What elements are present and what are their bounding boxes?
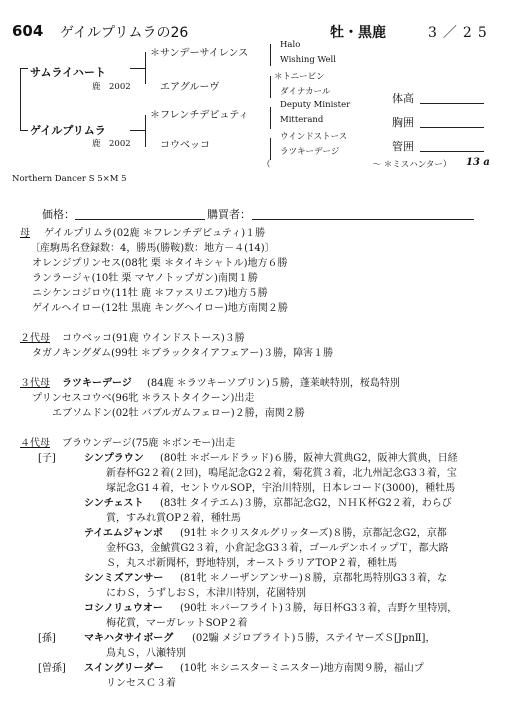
tree-line-3	[130, 68, 145, 69]
cannon-label: 管囲	[392, 140, 414, 153]
tree-bracket-3	[145, 115, 146, 147]
s1-line-4: ランラージャ(10牡 栗 マヤノトップガン)南関１勝	[32, 273, 258, 284]
tree-bracket-6	[270, 107, 271, 129]
s2-line-2: タガノキングダム(99牡 ＊ブラックタイアフェアー)３勝，障害１勝	[32, 348, 334, 359]
s4-child-1-name: シンプラウン	[84, 453, 144, 464]
s4-child-3-l2: 金杯G3，金鯱賞G2３着，小倉記念G3３着，ゴールデンホイップＴ，都大路	[106, 543, 449, 554]
buyer-label: 購買者：	[207, 208, 251, 221]
s4-child-3-l1: (91牡 ＊クリスタルグリッターズ)８勝，京都記念G2，京都	[180, 528, 447, 539]
s4-child-1-l2: 新春杯G2２着(２回)，鳴尾記念G2２着，菊花賞３着，北九州記念G3３着，宝	[106, 468, 457, 479]
chest-blank	[420, 127, 484, 128]
sire-dam: エアグルーヴ	[160, 82, 220, 93]
s1-line-2: 〔産駒馬名登録数：4，勝馬(勝鞍)数：地方－４(14)〕	[30, 243, 275, 254]
s4-child-3-name: テイエムジャンボ	[84, 528, 163, 539]
extra-family: 13 a	[466, 157, 490, 168]
s1-line-5: ニシケンコジロウ(11牡 鹿 ＊ファスリエフ)地方５勝	[32, 288, 268, 299]
section2-label: ２代母	[20, 333, 50, 344]
section4-label: ４代母	[20, 438, 50, 449]
s3-line-2: エブソムドン(02牡 バブルガムフェロー)２勝，南関２勝	[52, 408, 305, 419]
price-blank	[75, 219, 205, 220]
s4-child-1-l1: (80牡 ＊ボールドラッド)６勝，阪神大賞典G2，阪神大賞典，日経	[160, 453, 458, 464]
s4-child-1-l3: 塚記念G1４着，セントウルSOP，宇治川特別，日本レコード(3000)，種牡馬	[106, 483, 456, 494]
buyer-blank	[252, 219, 474, 220]
s4-child-2-l2: 賞，すみれ賞OP２着，種牡馬	[106, 513, 241, 524]
s4-child-tag: [子]	[38, 453, 56, 464]
s4-great-name: スイングリーダー	[84, 663, 164, 674]
dam-info: 鹿 2002	[92, 139, 131, 149]
s4-child-3-l3: Ｓ，丸スポ新聞杯，野地特別，オーストラリアTOP２着，種牡馬	[106, 558, 398, 569]
tree-bracket-4	[270, 44, 271, 66]
g3-6: Mitterand	[280, 115, 324, 125]
dam-name: ゲイルプリムラ	[30, 124, 106, 137]
s4-child-4-name: シンミズアンサー	[84, 573, 164, 584]
s4-great-tag: [曽孫]	[38, 663, 66, 674]
s4-child-5-l2: 梅花賞，マーガレットSOP２着	[106, 618, 248, 629]
chest-label: 胸囲	[392, 116, 414, 129]
s4-head: ブラウンデージ(75鹿 ＊ボンモー)出走	[62, 438, 236, 449]
height-blank	[420, 103, 484, 104]
price-label: 価格：	[42, 208, 75, 221]
birth-date: 3／25	[428, 25, 493, 41]
s4-great-l2: リンセスＣ３着	[106, 678, 176, 689]
g3-2: Wishing Well	[280, 55, 336, 65]
s3-line-1: プリンセスコウベ(96牝 ＊ラストタイクーン)出走	[32, 393, 255, 404]
tree-line-1	[20, 68, 28, 69]
s2-line-1: コウベッコ(91鹿 ウインドストース)３勝	[62, 333, 245, 344]
sire-name: サムライハート	[30, 66, 106, 79]
g3-3: ＊トニービン	[274, 72, 325, 82]
g3-1: Halo	[280, 40, 301, 50]
s4-grand-l2: 鳥丸Ｓ，八瀬特別	[106, 648, 186, 659]
s3-head-rest: (84鹿 ＊ラツキーソブリン)５勝，蓬莱峡特別，桜島特別	[147, 378, 400, 389]
tree-bracket-7	[270, 138, 271, 160]
dam-dam: コウベッコ	[160, 140, 210, 151]
tree-bracket-2	[145, 52, 146, 84]
s4-grand-l1: (02騸 メジロブライト)５勝，ステイヤーズＳ[JpnⅡ]，	[192, 633, 436, 644]
s4-child-5-name: コシノリュウオー	[84, 603, 163, 614]
s4-great-l1: (10牝 ＊シニスターミニスター)地方南関９勝，福山プ	[180, 663, 424, 674]
tree-line-4	[130, 130, 145, 131]
sire-sire: ＊サンデーサイレンス	[150, 48, 249, 59]
tree-bracket-5	[270, 76, 271, 98]
s1-line-3: オレンジプリンセス(08牝 栗 ＊タイキシャトル)地方６勝	[32, 258, 288, 269]
s1-line-1: ゲイルプリムラ(02鹿 ＊フレンチデピュティ)１勝	[44, 228, 266, 239]
tree-bracket-1	[20, 68, 21, 130]
s4-grand-name: マキハタサイボーグ	[84, 633, 174, 644]
dam-sire: ＊フレンチデピュティ	[150, 110, 249, 121]
g3-7: ウインドストース	[280, 132, 348, 142]
s4-child-5-l1: (90牡 ＊バーフライト)３勝，毎日杯G3３着，吉野ケ里特別，	[180, 603, 458, 614]
s4-child-4-l1: (81牝 ＊ノーザンアンサー)８勝，京都牝馬特別G3３着，な	[180, 573, 448, 584]
height-label: 体高	[392, 92, 414, 105]
s4-child-4-l2: にわＳ，うずしおＳ，木津川特別，花園特別	[106, 588, 306, 599]
s1-line-6: ゲイルヘイロー(12牡 黒鹿 キングヘイロー)地方南関２勝	[32, 303, 288, 314]
sex-color: 牡・黒鹿	[330, 25, 386, 41]
s3-head-name: ラツキーデージ	[62, 378, 132, 389]
inbreeding: Northern Dancer S 5×M 5	[12, 174, 127, 184]
s4-child-2-name: シンチェスト	[84, 498, 144, 509]
s4-child-2-l1: (83牡 タイテエム)３勝，京都記念G2，ＮＨＫ杯G2２着，わらび	[160, 498, 452, 509]
g3-4: ダイナカール	[280, 87, 331, 97]
s4-grand-tag: [孫]	[38, 633, 56, 644]
g3-5: Deputy Minister	[280, 100, 351, 110]
extra-line: （ ～ ＊ミスハンター）	[262, 160, 452, 170]
sire-info: 鹿 2002	[92, 82, 131, 92]
horse-name: ゲイルプリムラの26	[60, 25, 189, 41]
section3-label: ３代母	[20, 378, 50, 389]
lot-number: 604	[12, 22, 44, 40]
tree-line-2	[20, 130, 28, 131]
cannon-blank	[420, 151, 484, 152]
g3-8: ラツキーデージ	[280, 147, 340, 157]
section1-label: 母	[20, 228, 30, 239]
